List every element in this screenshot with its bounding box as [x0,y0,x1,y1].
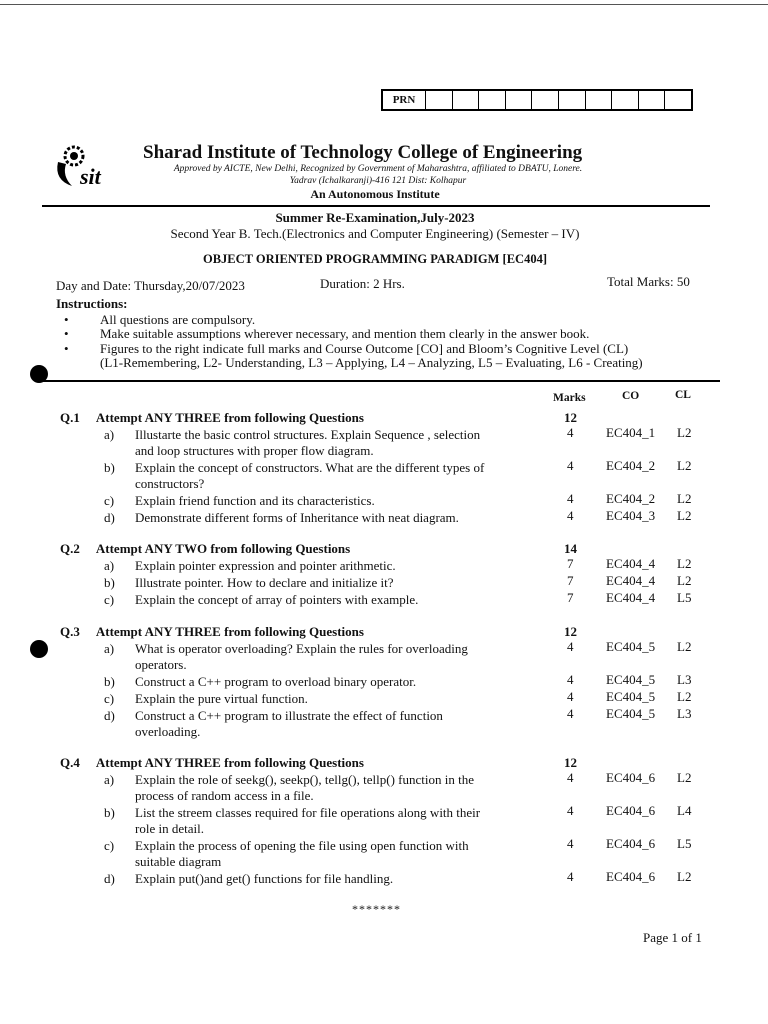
part-label: a) [104,641,115,656]
exam-duration: Duration: 2 Hrs. [320,276,405,291]
part-co: EC404_4 [606,556,656,571]
part-text: Explain the role of seekg(), seekp(), tellg(), tellp() function in the [135,772,474,787]
part-marks: 4 [567,689,574,704]
part-text: Explain the concept of constructors. What are the different types of [135,460,485,475]
question-title: Attempt ANY TWO from following Questions [95,541,351,556]
question-number: Q.2 [60,541,80,556]
part-marks: 4 [567,491,574,506]
part-label: a) [104,558,115,573]
part-text: Explain the process of opening the file using open function with [135,838,469,853]
question-number: Q.1 [60,410,80,425]
part-cl: L2 [677,869,692,884]
part-marks: 4 [567,508,574,523]
part-cl: L2 [677,458,692,473]
prn-label: PRN [383,91,426,109]
prn-cell[interactable] [639,91,666,109]
prn-box [381,89,693,111]
part-text: What is operator overloading? Explain the rules for overloading [135,641,468,656]
part-co: EC404_6 [606,803,656,818]
prn-cell[interactable] [559,91,586,109]
part-text: Construct a C++ program to overload binary operator. [135,674,417,689]
part-label: b) [104,805,115,820]
part-co: EC404_2 [606,491,656,506]
question-total-marks: 14 [564,541,577,556]
exam-subject: OBJECT ORIENTED PROGRAMMING PARADIGM [EC404] [203,252,547,266]
part-text: Construct a C++ program to illustrate the effect of function [135,708,443,723]
part-marks: 4 [567,672,574,687]
part-co: EC404_3 [606,508,656,523]
question-number: Q.3 [60,624,80,639]
question-number: Q.4 [60,755,80,770]
part-label: c) [104,592,115,607]
prn-cell[interactable] [612,91,639,109]
part-marks: 4 [567,639,574,654]
page-number: Page 1 of 1 [643,930,702,945]
header-rule [42,205,710,207]
exam-program: Second Year B. Tech.(Electronics and Computer Engineering) (Semester – IV) [170,226,580,241]
question-title: Attempt ANY THREE from following Questions [95,624,364,639]
part-text: List the streem classes required for file operations along with their [135,805,481,820]
part-text: constructors? [135,476,205,491]
part-marks: 4 [567,803,574,818]
part-label: b) [104,674,115,689]
part-label: d) [104,871,115,886]
part-co: EC404_2 [606,458,656,473]
part-co: EC404_4 [606,573,656,588]
part-text: Explain put()and get() functions for file handling. [135,871,394,886]
scan-top-line [0,4,768,5]
part-marks: 7 [567,573,574,588]
question-heading [60,755,364,771]
part-label: b) [104,460,115,475]
prn-cell[interactable] [426,91,453,109]
part-text: operators. [135,657,187,672]
question-title: Attempt ANY THREE from following Questions [95,410,364,425]
part-marks: 4 [567,706,574,721]
part-marks: 4 [567,869,574,884]
prn-cell[interactable] [665,91,691,109]
part-label: c) [104,691,115,706]
part-co: EC404_1 [606,425,656,440]
question-total-marks: 12 [564,624,577,639]
prn-cell[interactable] [532,91,559,109]
question-heading [60,541,350,557]
part-label: a) [104,772,115,787]
part-cl: L5 [677,836,692,851]
col-marks-header: Marks [553,392,586,404]
question-total-marks: 12 [564,755,577,770]
part-co: EC404_5 [606,689,656,704]
part-text: Explain pointer expression and pointer arithmetic. [135,558,396,573]
part-cl: L2 [677,425,692,440]
part-co: EC404_5 [606,639,656,654]
punch-hole [30,640,48,658]
end-stars: ******* [352,902,401,916]
part-label: c) [104,493,115,508]
part-marks: 7 [567,590,574,605]
exam-total-marks: Total Marks: 50 [607,274,690,289]
question-heading [60,410,364,426]
punch-hole [30,365,48,383]
part-label: d) [104,708,115,723]
col-co-header: CO [622,390,640,402]
question-title: Attempt ANY THREE from following Questions [95,755,364,770]
part-text: Illustrate pointer. How to declare and initialize it? [135,575,394,590]
question-heading [60,624,364,640]
logo-text: sit [80,164,101,189]
part-text: and loop structures with proper flow diagram. [135,443,374,458]
part-co: EC404_6 [606,770,656,785]
part-label: a) [104,427,115,442]
part-marks: 4 [567,458,574,473]
approval-line: Approved by AICTE, New Delhi, Recognized by Government of Maharashtra, affiliated to DBATU, Lonere. [173,164,583,174]
part-co: EC404_4 [606,590,656,605]
part-text: process of random access in a file. [135,788,314,803]
part-cl: L4 [677,803,692,818]
address-line: Yadrav (Ichalkaranji)-416 121 Dist: Kolhapur [289,176,467,186]
part-text: Explain the concept of array of pointers with example. [135,592,419,607]
part-cl: L3 [677,672,692,687]
instructions-rule [38,380,720,382]
prn-cell[interactable] [506,91,533,109]
part-co: EC404_5 [606,706,656,721]
part-co: EC404_6 [606,869,656,884]
institute-name: Sharad Institute of Technology College of Engineering [143,142,583,163]
instructions-heading: Instructions: [56,296,128,311]
prn-cell[interactable] [479,91,506,109]
exam-date: Day and Date: Thursday,20/07/2023 [56,278,245,293]
part-marks: 7 [567,556,574,571]
part-cl: L2 [677,770,692,785]
part-text: suitable diagram [135,854,222,869]
part-marks: 4 [567,770,574,785]
part-text: Explain the pure virtual function. [135,691,308,706]
part-co: EC404_5 [606,672,656,687]
part-text: Illustarte the basic control structures. Explain Sequence , selection [135,427,481,442]
question-total-marks: 12 [564,410,577,425]
prn-cell[interactable] [453,91,480,109]
part-text: Demonstrate different forms of Inheritance with neat diagram. [135,510,459,525]
part-label: d) [104,510,115,525]
part-marks: 4 [567,836,574,851]
part-text: role in detail. [135,821,204,836]
part-cl: L2 [677,689,692,704]
part-cl: L2 [677,639,692,654]
part-cl: L3 [677,706,692,721]
part-text: overloading. [135,724,201,739]
part-cl: L2 [677,508,692,523]
institute-approval [133,163,623,187]
prn-cell[interactable] [586,91,613,109]
institute-logo-icon [52,142,132,192]
part-cl: L2 [677,491,692,506]
part-label: b) [104,575,115,590]
col-cl-header: CL [675,389,691,401]
part-cl: L2 [677,556,692,571]
part-co: EC404_6 [606,836,656,851]
exam-title: Summer Re-Examination,July-2023 [275,210,475,225]
part-label: c) [104,838,115,853]
part-cl: L5 [677,590,692,605]
part-text: Explain friend function and its characteristics. [135,493,375,508]
part-cl: L2 [677,573,692,588]
institute-status: An Autonomous Institute [310,187,440,201]
part-marks: 4 [567,425,574,440]
